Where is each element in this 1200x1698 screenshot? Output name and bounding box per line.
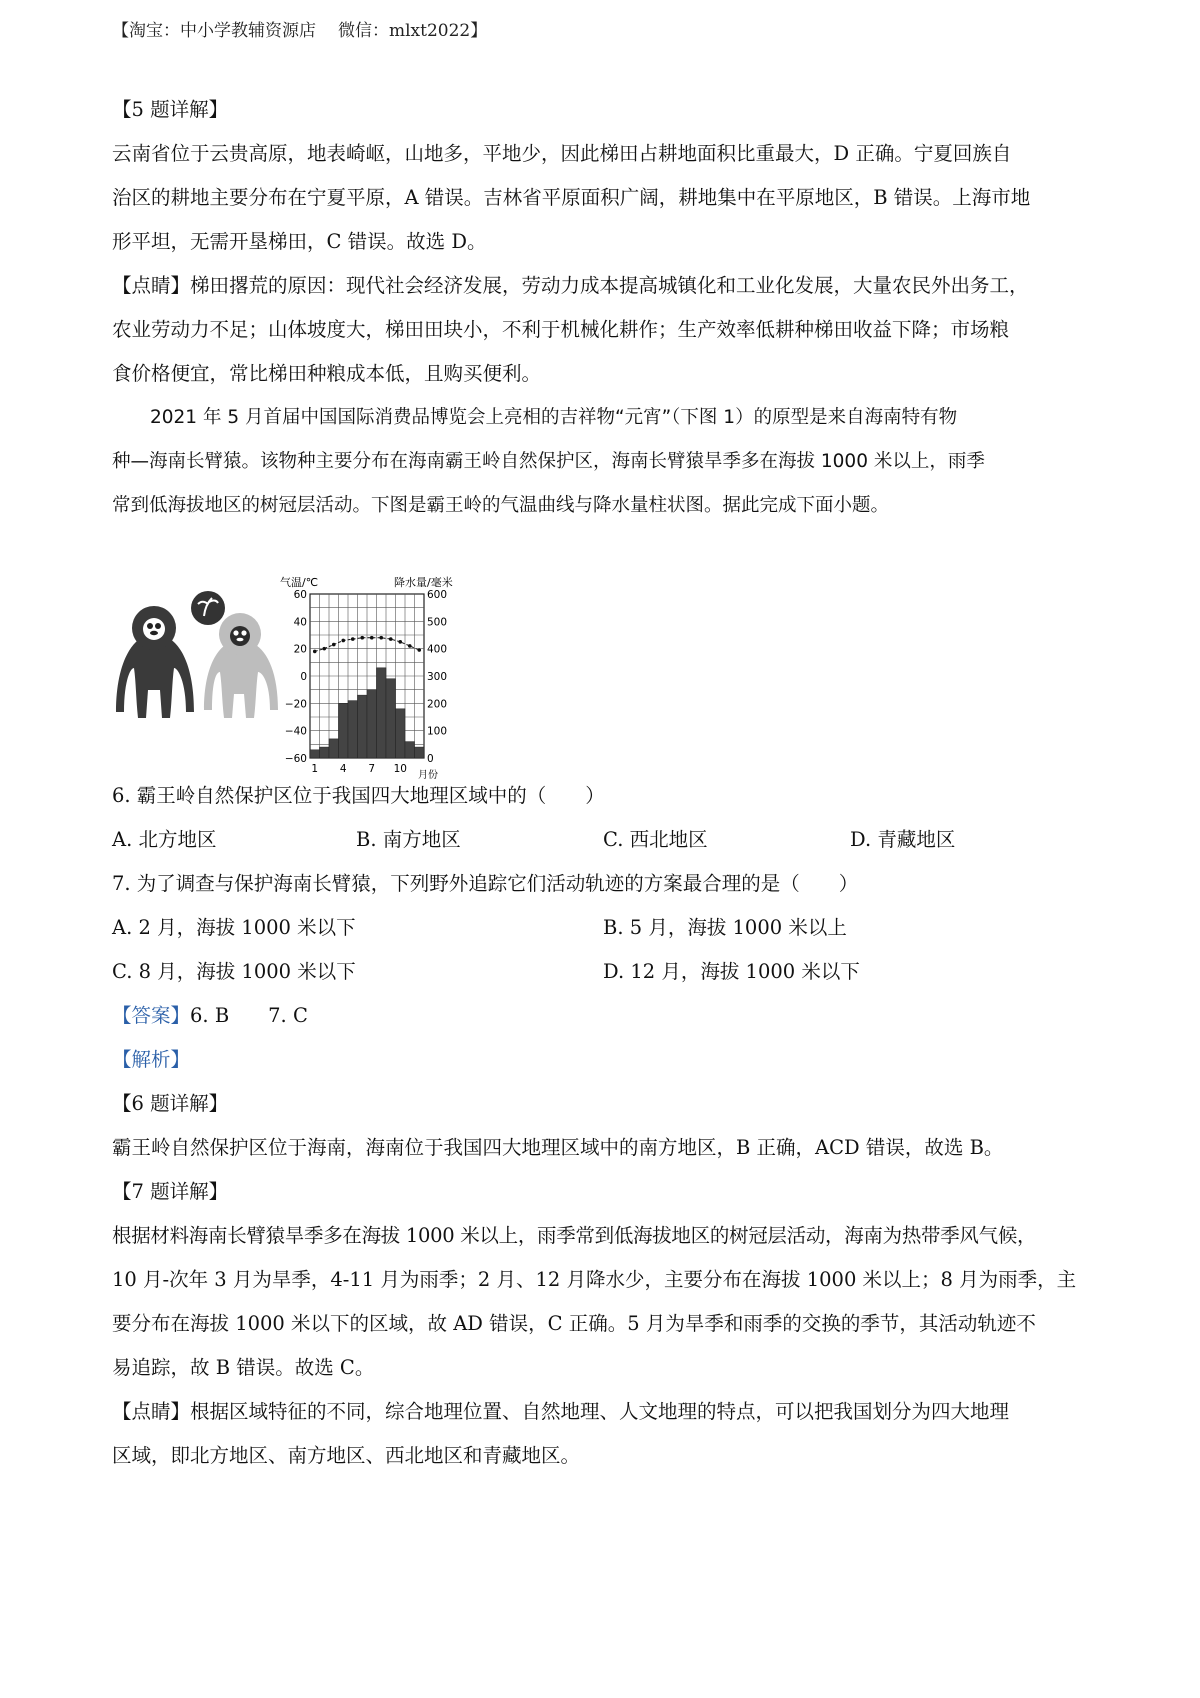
temp-axis-label: 气温/℃ <box>280 576 319 589</box>
answer-line <box>112 1002 308 1030</box>
temp-tick-label: 40 <box>293 616 307 629</box>
temp-point <box>379 636 383 640</box>
temp-ticks <box>285 589 307 765</box>
temp-tick-label: −60 <box>284 753 307 765</box>
precip-bar <box>329 739 339 758</box>
q7-line-4: 易追踪，故 B 错误。故选 C。 <box>112 1356 375 1379</box>
precip-bar <box>320 747 330 758</box>
precip-bar <box>348 701 358 758</box>
answer-text: 6. B 7. C <box>190 1004 308 1027</box>
precip-tick-label: 400 <box>427 643 448 656</box>
precip-bar <box>405 742 415 758</box>
q7-option-c: C. 8 月，海拔 1000 米以下 <box>112 960 356 983</box>
precip-bar <box>339 703 349 758</box>
answer-label: 【答案】 <box>112 1004 191 1027</box>
temp-tick-label: −40 <box>284 725 307 738</box>
month-tick-label: 1 <box>311 763 319 775</box>
temp-point <box>417 648 421 652</box>
q5-line-3: 形平坦，无需开垦梯田，C 错误。故选 D。 <box>112 230 487 253</box>
material-line-1: 2021 年 5 月首届中国国际消费品博览会上亮相的吉祥物“元宵”（下图 1）的原型是来自海南特有物 <box>150 407 958 428</box>
q6-option-b: B. 南方地区 <box>356 828 461 851</box>
q7-option-d: D. 12 月，海拔 1000 米以下 <box>603 960 860 983</box>
precip-tick-label: 100 <box>427 725 448 738</box>
temp-point <box>313 650 317 654</box>
analysis-label: 【解析】 <box>112 1048 191 1071</box>
precip-bar <box>377 668 387 758</box>
q6-option-c: C. 西北地区 <box>603 828 708 851</box>
precip-tick-label: 500 <box>427 616 448 629</box>
page-header <box>112 16 487 41</box>
precip-bar <box>310 750 320 758</box>
temp-tick-label: 0 <box>300 671 307 683</box>
precip-bar <box>358 695 368 758</box>
q7-line-3: 要分布在海拔 1000 米以下的区域，故 AD 错误，C 正确。5 月为旱季和雨季的交换的季节，其活动轨迹不 <box>112 1312 1036 1335</box>
q6-option-a: A. 北方地区 <box>112 828 217 851</box>
precip-axis-label: 降水量/毫米 <box>394 576 453 589</box>
temp-point <box>351 637 355 641</box>
q6-stem: 6. 霸王岭自然保护区位于我国四大地理区域中的（ ） <box>112 784 605 807</box>
precip-bar <box>396 709 406 758</box>
material-line-3: 常到低海拔地区的树冠层活动。下图是霸王岭的气温曲线与降水量柱状图。据此完成下面小题。 <box>112 495 890 516</box>
q5-title: 【5 题详解】 <box>112 98 229 121</box>
header-wechat: 微信：mlxt2022】 <box>338 21 488 41</box>
precip-bar <box>367 690 377 758</box>
month-tick-label: 10 <box>393 763 407 775</box>
precip-tick-label: 600 <box>427 589 448 601</box>
precip-bar <box>386 679 396 758</box>
precip-bar <box>415 747 425 758</box>
q6-explanation: 霸王岭自然保护区位于海南，海南位于我国四大地理区域中的南方地区，B 正确，ACD 错误，故选 B。 <box>112 1136 1004 1159</box>
gibbon-mascot-illustration <box>116 591 278 718</box>
temp-tick-label: 60 <box>293 589 307 601</box>
month-tick-label: 4 <box>339 763 347 775</box>
precip-tick-label: 200 <box>427 698 448 711</box>
temp-point <box>408 644 412 648</box>
dianjing1-line-1: 【点睛】梯田撂荒的原因：现代社会经济发展，劳动力成本提高城镇化和工业化发展，大量农民外出务工， <box>112 274 1029 297</box>
temp-point <box>341 639 345 643</box>
material-line-2: 种—海南长臂猿。该物种主要分布在海南霸王岭自然保护区，海南长臂猿旱季多在海拔 1000 米以上，雨季 <box>112 451 985 472</box>
q5-line-2: 治区的耕地主要分布在宁夏平原，A 错误。吉林省平原面积广阔，耕地集中在平原地区，B 错误。上海市地 <box>112 186 1031 209</box>
temp-point <box>332 643 336 647</box>
temp-point <box>389 637 393 641</box>
q7-stem: 7. 为了调查与保护海南长臂猿，下列野外追踪它们活动轨迹的方案最合理的是（ ） <box>112 872 859 895</box>
precip-tick-label: 0 <box>427 753 434 765</box>
temp-point <box>370 636 374 640</box>
month-tick-label: 7 <box>368 763 376 775</box>
q6-title: 【6 题详解】 <box>112 1092 229 1115</box>
q6-option-d: D. 青藏地区 <box>850 828 956 851</box>
header-shop: 【淘宝：中小学教辅资源店 <box>112 21 316 41</box>
q7-line-1: 根据材料海南长臂猿旱季多在海拔 1000 米以上，雨季常到低海拔地区的树冠层活动，海南为热带季风气候， <box>112 1224 1037 1247</box>
x-axis-label: 月份 <box>418 770 438 781</box>
q5-line-1: 云南省位于云贵高原，地表崎岖，山地多，平地少，因此梯田占耕地面积比重最大，D 正确。宁夏回族自 <box>112 142 1012 165</box>
temp-point <box>398 640 402 644</box>
precip-ticks <box>427 589 447 765</box>
temp-point <box>360 636 364 640</box>
temp-tick-label: 20 <box>293 643 307 656</box>
q7-line-2: 10 月-次年 3 月为旱季，4-11 月为雨季；2 月、12 月降水少，主要分布在海拔 1000 米以上；8 月为雨季，主 <box>112 1268 1077 1291</box>
figure-svg <box>108 572 528 782</box>
temp-point <box>322 647 326 651</box>
climate-chart <box>280 575 453 781</box>
figure <box>108 572 528 782</box>
q7-option-b: B. 5 月，海拔 1000 米以上 <box>603 916 847 939</box>
q7-title: 【7 题详解】 <box>112 1180 229 1203</box>
dianjing1-line-2: 农业劳动力不足；山体坡度大，梯田田块小，不利于机械化耕作；生产效率低耕种梯田收益下降；市场粮 <box>112 318 1010 341</box>
dianjing1-line-3: 食价格便宜，常比梯田种粮成本低，且购买便利。 <box>112 362 542 385</box>
q7-option-a: A. 2 月，海拔 1000 米以下 <box>112 916 356 939</box>
month-ticks <box>311 763 407 775</box>
dianjing2-line-2: 区域，即北方地区、南方地区、西北地区和青藏地区。 <box>112 1444 581 1467</box>
temp-tick-label: −20 <box>284 698 307 711</box>
precip-tick-label: 300 <box>427 671 448 683</box>
dianjing2-line-1: 【点睛】根据区域特征的不同，综合地理位置、自然地理、人文地理的特点，可以把我国划分为四大地理 <box>112 1400 1010 1423</box>
